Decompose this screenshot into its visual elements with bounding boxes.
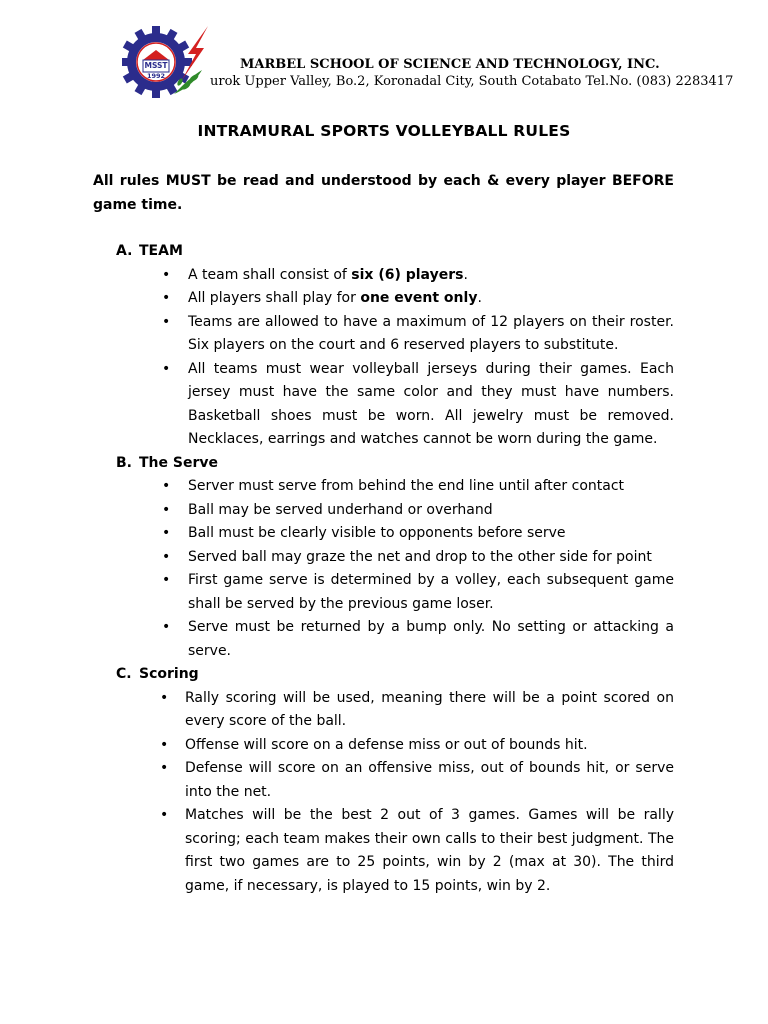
list-item-text: Teams are allowed to have a maximum of 12 players on their roster. Six players on the court and 6 reserved players to substitute.: [188, 313, 674, 353]
section-letter: B.: [116, 454, 132, 471]
logo-text-msst: MSST: [144, 61, 168, 70]
list-item: [116, 264, 674, 288]
list-item-text: Serve must be returned by a bump only. No setting or attacking a serve.: [188, 619, 674, 659]
school-name: MARBEL SCHOOL OF SCIENCE AND TECHNOLOGY, INC.: [240, 57, 660, 72]
list-item: [116, 546, 674, 570]
list-item: [116, 616, 674, 663]
document-title: INTRAMURAL SPORTS VOLLEYBALL RULES: [197, 122, 571, 140]
list-item-text: A team shall consist of six (6) players.: [188, 266, 468, 283]
list-item: [116, 475, 674, 499]
list-item-text: Offense will score on a defense miss or out of bounds hit.: [185, 736, 588, 753]
bullet-icon: •: [162, 478, 171, 494]
section-c-list: [116, 687, 674, 899]
list-item: [116, 499, 674, 523]
rules-content: [116, 240, 674, 898]
list-item-text: Served ball may graze the net and drop to the other side for point: [188, 548, 652, 565]
bullet-icon: •: [162, 313, 171, 330]
section-b-heading: [116, 452, 674, 476]
school-logo: [122, 24, 214, 98]
bullet-icon: •: [162, 266, 171, 283]
list-item-text: Matches will be the best 2 out of 3 games. Games will be rally scoring; each team makes their own calls to their best judgment. The first two games are to 25 points, win by 2 (max at 30). The third game, if necessary, is played to 15 points, win by 2.: [185, 807, 674, 894]
section-b-list: [116, 475, 674, 663]
bullet-icon: •: [162, 360, 171, 377]
emphasis: six (6) players: [351, 266, 464, 283]
bullet-icon: •: [160, 760, 169, 776]
list-item: [116, 522, 674, 546]
list-item-text: First game serve is determined by a volley, each subsequent game shall be served by the previous game loser.: [188, 572, 674, 612]
list-item-text: Ball must be clearly visible to opponents before serve: [188, 525, 566, 541]
lightning-icon: [182, 26, 208, 80]
bullet-icon: •: [162, 525, 171, 541]
logo-year: 1992: [146, 72, 166, 80]
bullet-icon: •: [162, 501, 171, 518]
list-item: [116, 757, 674, 804]
intro-paragraph: All rules MUST be read and understood by each & every player BEFORE game time.: [93, 173, 674, 213]
list-item: [116, 687, 674, 734]
list-item-text: Server must serve from behind the end line until after contact: [188, 478, 625, 494]
section-c-heading: [116, 663, 674, 687]
section-letter: C.: [116, 666, 132, 682]
bullet-icon: •: [160, 689, 169, 706]
emphasis: one event only: [360, 290, 478, 306]
list-item-text: Ball may be served underhand or overhand: [188, 501, 493, 518]
list-item: [116, 569, 674, 616]
list-item: [116, 311, 674, 358]
list-item-text: Defense will score on an offensive miss, out of bounds hit, or serve into the net.: [185, 760, 674, 800]
bullet-icon: •: [162, 619, 171, 635]
bullet-icon: •: [160, 807, 169, 823]
bullet-icon: •: [162, 290, 171, 306]
section-a-list: [116, 264, 674, 452]
list-item: [116, 287, 674, 311]
section-title: Scoring: [139, 666, 199, 682]
section-letter: A.: [116, 243, 133, 259]
bullet-icon: •: [162, 572, 171, 588]
document-header: [118, 22, 734, 102]
list-item: [116, 804, 674, 898]
list-item: [116, 734, 674, 758]
bullet-icon: •: [162, 548, 171, 565]
section-title: The Serve: [139, 454, 218, 471]
section-a-heading: [116, 240, 674, 264]
list-item-text: All players shall play for one event only.: [188, 290, 482, 306]
school-address: urok Upper Valley, Bo.2, Koronadal City, South Cotabato Tel.No. (083) 2283417: [210, 74, 734, 89]
list-item-text: Rally scoring will be used, meaning there will be a point scored on every score of the ball.: [185, 689, 674, 729]
section-title: TEAM: [139, 243, 183, 259]
list-item-text: All teams must wear volleyball jerseys during their games. Each jersey must have the same color and they must have numbers. Basketball shoes must be worn. All jewelry must be removed. Necklaces, earrings and watches cannot be worn during the game.: [188, 360, 674, 447]
list-item: [116, 358, 674, 452]
bullet-icon: •: [160, 736, 169, 753]
